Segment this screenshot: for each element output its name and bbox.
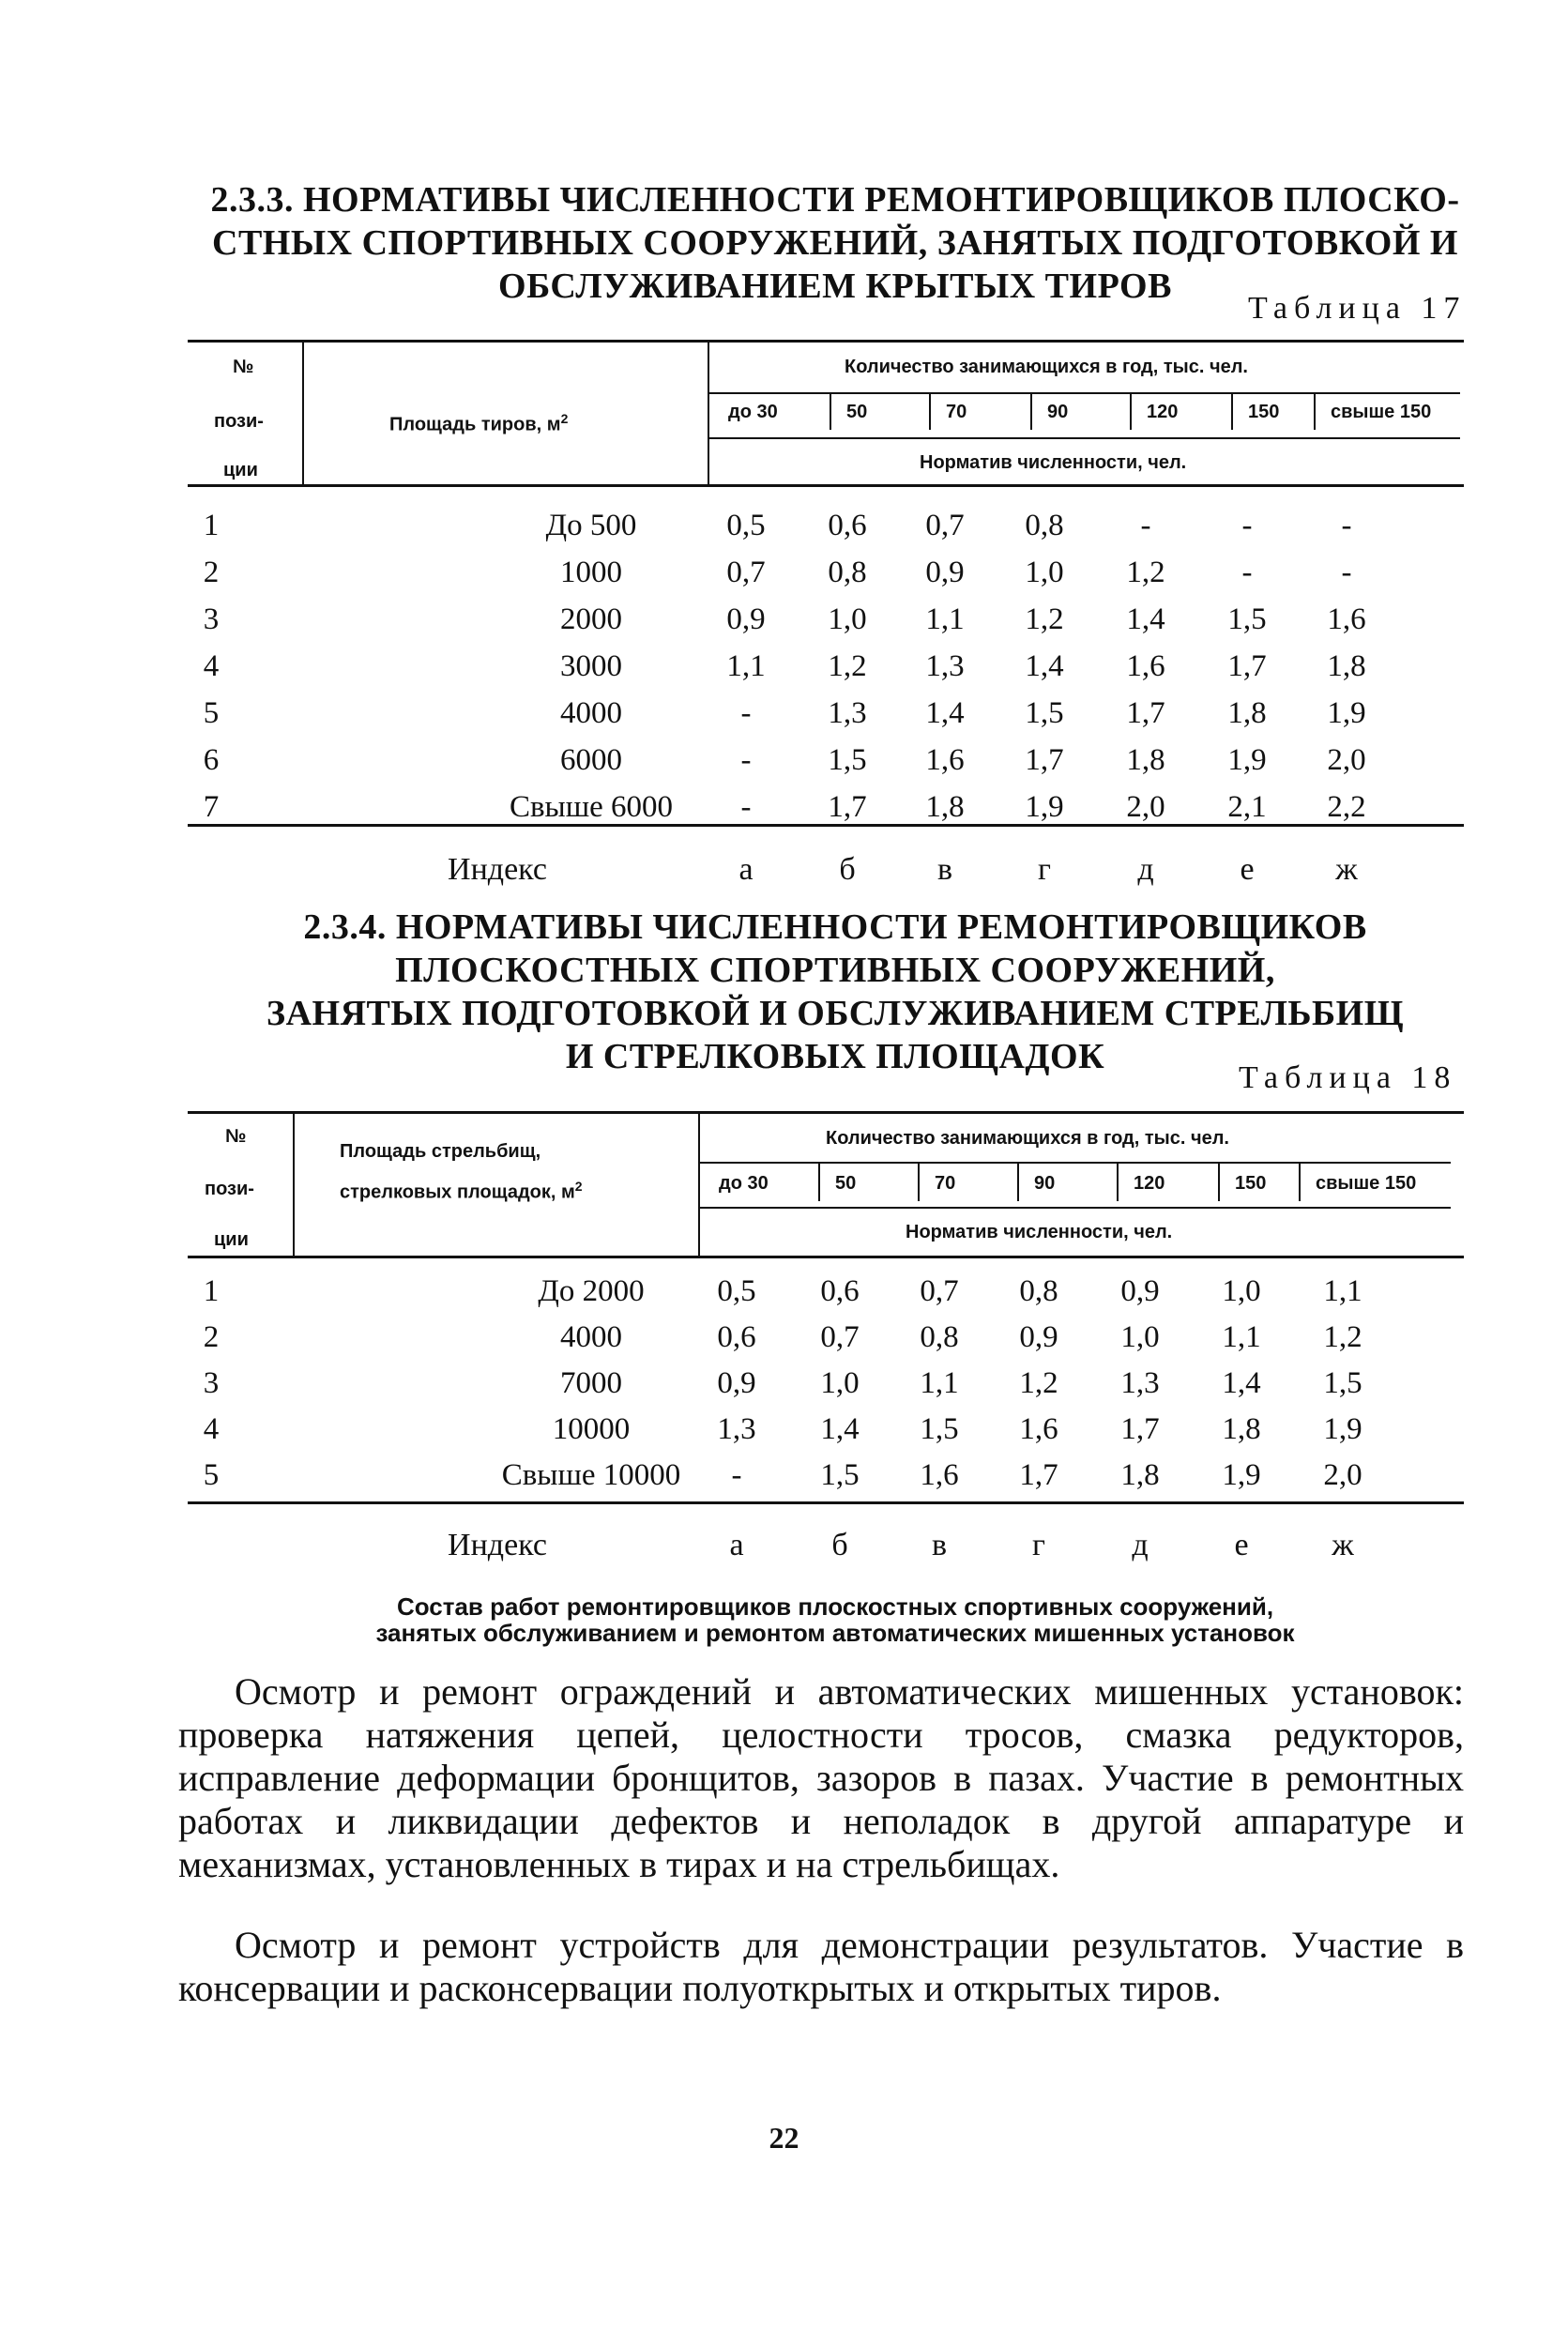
index-row <box>188 1528 1464 1573</box>
row-value: 0,9 <box>726 602 766 636</box>
row-value: 1,5 <box>820 1458 860 1492</box>
row-value: - <box>731 1458 742 1492</box>
col-pos-label: № <box>233 357 254 377</box>
row-position: 7 <box>203 790 220 824</box>
subcolumn-header: 120 <box>1134 1173 1165 1194</box>
paragraph: Осмотр и ремонт ограждений и автоматических мишенных установок: проверка натяжения цепей, целостности тросов, смазка редукторов, исправление деформации бронщитов, зазоров в пазах. Участие в ремонтных работах и ликвидации дефектов и неполадок в другой аппаратуре и механизмах, установленных в тирах и на стрельбищах. <box>178 1670 1464 1885</box>
row-value: 2,2 <box>1327 790 1366 824</box>
index-letter: е <box>1240 852 1255 887</box>
row-value: 0,8 <box>920 1320 959 1354</box>
row-value: - <box>1341 509 1352 542</box>
row-value: 1,5 <box>1025 696 1064 730</box>
section-title-line: 2.3.4. НОРМАТИВЫ ЧИСЛЕННОСТИ РЕМОНТИРОВЩИКОВ <box>303 907 1367 947</box>
row-value: - <box>1140 509 1151 542</box>
row-value: 0,7 <box>820 1320 860 1354</box>
group-header: Количество занимающихся в год, тыс. чел. <box>845 357 1248 377</box>
header-bottom-rule <box>188 484 1464 487</box>
row-value: 1,2 <box>1025 602 1064 636</box>
subcolumn-header: свыше 150 <box>1316 1173 1417 1194</box>
row-value: 2,0 <box>1327 743 1366 777</box>
row-value: 1,9 <box>1025 790 1064 824</box>
row-position: 4 <box>203 649 220 683</box>
row-value: 1,7 <box>1227 649 1267 683</box>
row-position: 3 <box>203 1366 220 1400</box>
index-letter: ж <box>1332 1528 1354 1562</box>
col-pos-label: пози- <box>205 1179 254 1199</box>
row-value: - <box>1241 509 1253 542</box>
norm-header: Норматив численности, чел. <box>920 452 1187 473</box>
subcolumn-header: до 30 <box>728 402 778 422</box>
index-label: Индекс <box>448 852 547 887</box>
index-letter: а <box>729 1528 744 1562</box>
row-value: - <box>1341 556 1352 589</box>
row-area: Свыше 10000 <box>501 1458 681 1492</box>
table-row <box>188 1412 1464 1457</box>
unit-superscript: 2 <box>560 411 569 426</box>
row-position: 5 <box>203 1458 220 1492</box>
group-header: Количество занимающихся в год, тыс. чел. <box>826 1128 1229 1149</box>
row-value: 0,5 <box>717 1274 756 1308</box>
index-letter: в <box>936 852 953 887</box>
row-value: 1,3 <box>925 649 965 683</box>
row-value: 0,9 <box>1120 1274 1160 1308</box>
index-letter: а <box>738 852 754 887</box>
row-area: 4000 <box>560 696 622 730</box>
table-row <box>188 556 1464 601</box>
col-pos-label: № <box>225 1126 247 1147</box>
subcolumn-header: 120 <box>1147 402 1179 422</box>
index-letter: в <box>931 1528 948 1562</box>
row-position: 5 <box>203 696 220 730</box>
col-divider <box>698 1113 700 1256</box>
row-value: - <box>740 790 752 824</box>
row-value: 1,3 <box>717 1412 756 1446</box>
row-area: 3000 <box>560 649 622 683</box>
row-value: 1,4 <box>1222 1366 1261 1400</box>
subcolumn-header: 90 <box>1047 402 1069 422</box>
table-top-rule <box>188 1111 1464 1114</box>
index-letter: г <box>1032 1528 1045 1562</box>
col-area-label <box>389 411 568 436</box>
row-value: 1,9 <box>1323 1412 1362 1446</box>
index-row <box>188 852 1464 897</box>
subcolumn-divider <box>1218 1164 1220 1201</box>
row-area: До 500 <box>545 509 637 542</box>
subcolumn-header: 150 <box>1235 1173 1267 1194</box>
row-value: 1,8 <box>1327 649 1366 683</box>
row-value: 1,1 <box>726 649 766 683</box>
index-letter: г <box>1038 852 1051 887</box>
index-letter: б <box>839 852 856 887</box>
row-value: 0,7 <box>920 1274 959 1308</box>
col-pos-label: пози- <box>214 411 264 432</box>
row-value: 1,6 <box>920 1458 959 1492</box>
subcolumn-divider <box>918 1164 920 1201</box>
row-value: 1,9 <box>1227 743 1267 777</box>
row-value: 1,4 <box>1126 602 1165 636</box>
col-pos-label: ции <box>223 460 258 480</box>
table-row <box>188 1458 1464 1503</box>
row-value: 1,3 <box>828 696 867 730</box>
row-value: 2,1 <box>1227 790 1267 824</box>
row-value: 1,7 <box>1019 1458 1058 1492</box>
paragraph: Осмотр и ремонт устройств для демонстрации результатов. Участие в консервации и расконсервации полуоткрытых и открытых тиров. <box>178 1924 1464 2009</box>
table-row <box>188 649 1464 694</box>
row-value: 1,8 <box>1126 743 1165 777</box>
row-area: 10000 <box>552 1412 631 1446</box>
row-value: 1,0 <box>828 602 867 636</box>
row-position: 6 <box>203 743 220 777</box>
header-bottom-rule <box>188 1256 1464 1258</box>
row-value: 1,0 <box>1222 1274 1261 1308</box>
subcolumn-header: 70 <box>946 402 967 422</box>
row-position: 1 <box>203 509 220 542</box>
index-letter: ж <box>1335 852 1358 887</box>
row-area: 2000 <box>560 602 622 636</box>
subcolumn-header: 50 <box>835 1173 857 1194</box>
row-position: 3 <box>203 602 220 636</box>
row-value: 1,6 <box>1327 602 1366 636</box>
row-value: 1,2 <box>1323 1320 1362 1354</box>
table-bottom-rule <box>188 1501 1464 1504</box>
norm-header: Норматив численности, чел. <box>906 1222 1173 1242</box>
subcolumn-divider <box>1130 392 1132 430</box>
subcolumn-divider <box>1231 392 1233 430</box>
col-area-text: стрелковых площадок, м <box>340 1181 575 1203</box>
subcolumn-divider <box>1117 1164 1119 1201</box>
index-letter: е <box>1234 1528 1249 1562</box>
row-value: 0,7 <box>925 509 965 542</box>
subcolumn-divider <box>830 392 831 430</box>
col-area-text: Площадь тиров, м <box>389 414 561 435</box>
row-value: 1,9 <box>1222 1458 1261 1492</box>
table-row <box>188 743 1464 788</box>
composition-line: занятых обслуживанием и ремонтом автоматических мишенных установок <box>375 1619 1295 1647</box>
subheader-rule <box>709 437 1460 439</box>
subcolumn-divider <box>1299 1164 1301 1201</box>
table-caption: Таблица 17 <box>1248 291 1467 326</box>
table-row <box>188 790 1464 835</box>
row-value: 1,7 <box>828 790 867 824</box>
row-value: - <box>740 696 752 730</box>
row-value: - <box>1241 556 1253 589</box>
row-value: 1,9 <box>1327 696 1366 730</box>
row-value: 1,8 <box>1120 1458 1160 1492</box>
col-divider <box>708 342 709 484</box>
row-value: 1,5 <box>920 1412 959 1446</box>
row-position: 1 <box>203 1274 220 1308</box>
section-title-line: 2.3.3. НОРМАТИВЫ ЧИСЛЕННОСТИ РЕМОНТИРОВЩИКОВ ПЛОСКО- <box>210 180 1460 220</box>
row-value: 1,7 <box>1025 743 1064 777</box>
row-value: 1,7 <box>1126 696 1165 730</box>
row-value: 1,5 <box>1227 602 1267 636</box>
row-value: 1,6 <box>1019 1412 1058 1446</box>
row-value: 1,0 <box>1120 1320 1160 1354</box>
row-value: 1,1 <box>920 1366 959 1400</box>
index-letter: б <box>831 1528 848 1562</box>
row-value: - <box>740 743 752 777</box>
row-area: 7000 <box>560 1366 622 1400</box>
subheader-rule <box>700 1162 1451 1164</box>
table-row <box>188 696 1464 741</box>
row-value: 1,8 <box>1227 696 1267 730</box>
subcolumn-header: 150 <box>1248 402 1280 422</box>
subcolumn-header: свыше 150 <box>1331 402 1432 422</box>
composition-heading <box>235 1593 1436 1646</box>
row-area: 1000 <box>560 556 622 589</box>
row-value: 1,1 <box>1323 1274 1362 1308</box>
row-value: 1,0 <box>1025 556 1064 589</box>
row-value: 0,5 <box>726 509 766 542</box>
row-area: Свыше 6000 <box>509 790 674 824</box>
subcolumn-header: 50 <box>846 402 868 422</box>
row-value: 1,3 <box>1120 1366 1160 1400</box>
row-value: 1,2 <box>1019 1366 1058 1400</box>
row-value: 0,7 <box>726 556 766 589</box>
subcolumn-divider <box>929 392 931 430</box>
row-value: 1,0 <box>820 1366 860 1400</box>
subheader-rule <box>709 392 1460 394</box>
index-letter: д <box>1137 852 1154 887</box>
section-title-line: ОБСЛУЖИВАНИЕМ КРЫТЫХ ТИРОВ <box>498 267 1172 306</box>
table-caption: Таблица 18 <box>1239 1060 1457 1095</box>
row-value: 1,5 <box>1323 1366 1362 1400</box>
section-title-line: ЗАНЯТЫХ ПОДГОТОВКОЙ И ОБСЛУЖИВАНИЕМ СТРЕЛЬБИЩ <box>266 994 1404 1033</box>
row-value: 1,7 <box>1120 1412 1160 1446</box>
row-area: 4000 <box>560 1320 622 1354</box>
row-value: 1,4 <box>1025 649 1064 683</box>
row-value: 1,1 <box>1222 1320 1261 1354</box>
subcolumn-header: 70 <box>935 1173 956 1194</box>
table-row <box>188 1366 1464 1411</box>
row-position: 2 <box>203 1320 220 1354</box>
row-value: 1,2 <box>828 649 867 683</box>
col-divider <box>302 342 304 484</box>
row-area: До 2000 <box>538 1274 645 1308</box>
row-value: 1,5 <box>828 743 867 777</box>
row-value: 0,6 <box>717 1320 756 1354</box>
row-area: 6000 <box>560 743 622 777</box>
section-title-line: И СТРЕЛКОВЫХ ПЛОЩАДОК <box>565 1037 1105 1076</box>
row-value: 0,8 <box>1025 509 1064 542</box>
row-value: 0,9 <box>925 556 965 589</box>
index-letter: д <box>1132 1528 1149 1562</box>
section-title-2-3-4 <box>178 906 1492 1078</box>
row-value: 0,9 <box>1019 1320 1058 1354</box>
row-position: 4 <box>203 1412 220 1446</box>
col-area-label <box>340 1179 583 1204</box>
row-value: 0,6 <box>828 509 867 542</box>
row-value: 0,8 <box>1019 1274 1058 1308</box>
subheader-rule <box>700 1207 1451 1209</box>
subcolumn-divider <box>1017 1164 1019 1201</box>
col-area-label: Площадь стрельбищ, <box>340 1141 541 1162</box>
table-row <box>188 602 1464 648</box>
table-row <box>188 1274 1464 1319</box>
composition-line: Состав работ ремонтировщиков плоскостных спортивных сооружений, <box>396 1592 1274 1621</box>
row-value: 0,8 <box>828 556 867 589</box>
row-value: 1,1 <box>925 602 965 636</box>
row-value: 1,8 <box>1222 1412 1261 1446</box>
subcolumn-header: 90 <box>1034 1173 1056 1194</box>
page-number: 22 <box>769 2121 799 2155</box>
row-value: 2,0 <box>1323 1458 1362 1492</box>
row-position: 2 <box>203 556 220 589</box>
section-title-2-3-3 <box>178 178 1492 308</box>
row-value: 2,0 <box>1126 790 1165 824</box>
subcolumn-divider <box>818 1164 820 1201</box>
unit-superscript: 2 <box>574 1179 583 1194</box>
subcolumn-divider <box>1314 392 1316 430</box>
subcolumn-divider <box>1030 392 1032 430</box>
row-value: 1,8 <box>925 790 965 824</box>
row-value: 0,9 <box>717 1366 756 1400</box>
row-value: 0,6 <box>820 1274 860 1308</box>
table-row <box>188 1320 1464 1365</box>
col-divider <box>293 1113 295 1256</box>
table-top-rule <box>188 340 1464 343</box>
section-title-line: СТНЫХ СПОРТИВНЫХ СООРУЖЕНИЙ, ЗАНЯТЫХ ПОДГОТОВКОЙ И <box>212 223 1458 263</box>
row-value: 1,6 <box>925 743 965 777</box>
col-pos-label: ции <box>214 1229 249 1250</box>
table-bottom-rule <box>188 824 1464 827</box>
section-title-line: ПЛОСКОСТНЫХ СПОРТИВНЫХ СООРУЖЕНИЙ, <box>395 951 1275 990</box>
subcolumn-header: до 30 <box>719 1173 769 1194</box>
row-value: 1,2 <box>1126 556 1165 589</box>
table-row <box>188 509 1464 554</box>
row-value: 1,6 <box>1126 649 1165 683</box>
index-label: Индекс <box>448 1528 547 1562</box>
row-value: 1,4 <box>925 696 965 730</box>
row-value: 1,4 <box>820 1412 860 1446</box>
